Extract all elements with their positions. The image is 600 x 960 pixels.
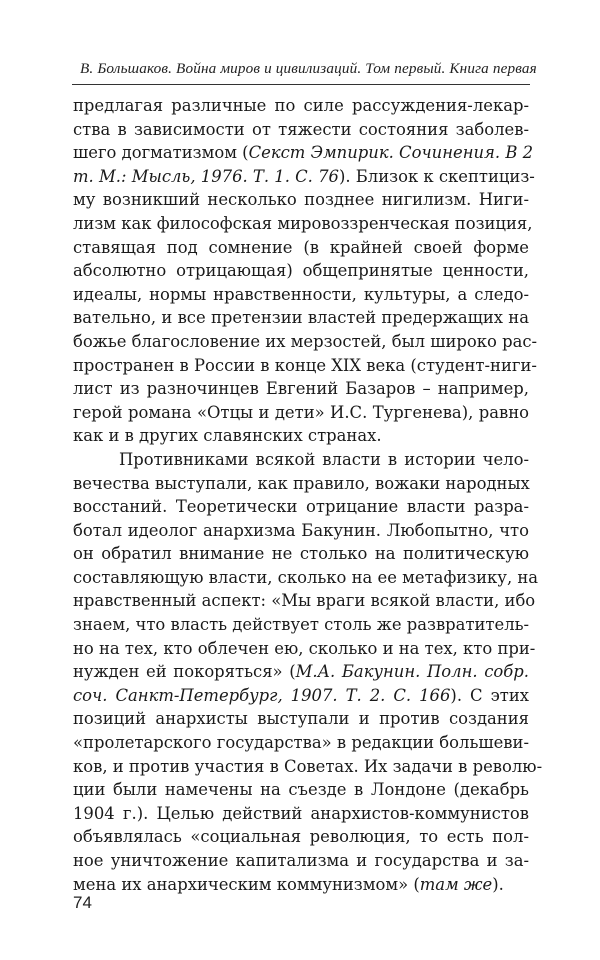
text-line: божье благословение их мерзостей, был широко рас- [73,331,538,351]
text-run: ). С этих [450,685,529,705]
text-line: ботал идеолог анархизма Бакунин. Любопытно, что [73,520,529,540]
text-line: лизм как философская мировоззренческая позиция, [73,213,533,233]
citation: т. М.: Мысль, 1976. Т. 1. С. 76 [73,166,339,186]
text-run: шего догматизмом ( [73,143,249,163]
text-line: ков, и против участия в Советах. Их задачи в револю- [73,756,543,776]
text-line: пространен в России в конце XIX века (студент-ниги- [73,355,537,375]
text-line: вательно, и все претензии властей предержащих на [73,308,529,328]
running-head [72,58,537,85]
text-run: ). [492,874,504,894]
page-number: 74 [73,893,92,912]
text-line [73,873,529,897]
citation: М.А. Бакунин. Полн. собр. [295,662,529,682]
text-line: позиций анархисты выступали и против создания [73,709,529,729]
text-run: ). Близок к скептициз- [338,166,535,186]
text-line [73,660,529,684]
text-line: му возникший несколько позднее нигилизм. Ниги- [73,190,529,210]
text-line: 1904 г.). Целью действий анархистов-коммунистов [73,803,529,823]
text-line [73,141,534,165]
running-head-text: В. Большаков. Война миров и цивилизаций. Том первый. Книга первая [80,60,537,77]
text-line: восстаний. Теоретически отрицание власти разра- [73,497,529,517]
citation: Секст Эмпирик. Сочинения. В 2 [248,143,534,163]
text-line: ставящая под сомнение (в крайней своей форме [73,237,529,257]
text-line: но на тех, кто облечен ею, сколько и на тех, кто при- [73,638,536,658]
text-line: герой романа «Отцы и дети» И.С. Тургенева), равно [73,402,529,422]
text-line: идеалы, нормы нравственности, культуры, а следо- [73,284,529,304]
text-line [73,165,535,189]
text-line: ции были намечены на съезде в Лондоне (декабрь [73,780,529,800]
text-line: вечества выступали, как правило, вожаки народных [73,473,530,493]
citation: там же [419,874,493,894]
body-text [73,94,543,896]
text-line: лист из разночинцев Евгений Базаров – например, [73,379,529,399]
text-line: «пролетарского государства» в редакции большеви- [73,733,529,753]
text-line: предлагая различные по силе рассуждения-лекар- [73,96,529,115]
text-line: составляющую власти, сколько на ее метафизику, на [73,567,539,587]
text-line: абсолютно отрицающая) общепринятые ценности, [73,261,529,281]
text-line: ное уничтожение капитализма и государства и за- [73,851,529,870]
text-line: он обратил внимание не столько на политическую [73,544,529,564]
text-line [73,684,529,708]
text-line: знаем, что власть действует столь же развратитель- [73,615,530,635]
text-line: Противниками всякой власти в истории чело- [119,449,529,469]
text-run: мена их анархическим коммунизмом» ( [73,874,420,894]
text-line: как и в других славянских странах. [73,426,382,446]
text-line: ства в зависимости от тяжести состояния заболев- [73,119,529,139]
text-run: нужден ей покоряться» ( [73,662,296,682]
text-line: объявлялась «социальная революция, то есть пол- [73,827,529,847]
text-line: нравственный аспект: «Мы враги всякой власти, ибо [73,591,536,611]
citation: соч. Санкт-Петербург, 1907. Т. 2. С. 166 [73,685,451,705]
